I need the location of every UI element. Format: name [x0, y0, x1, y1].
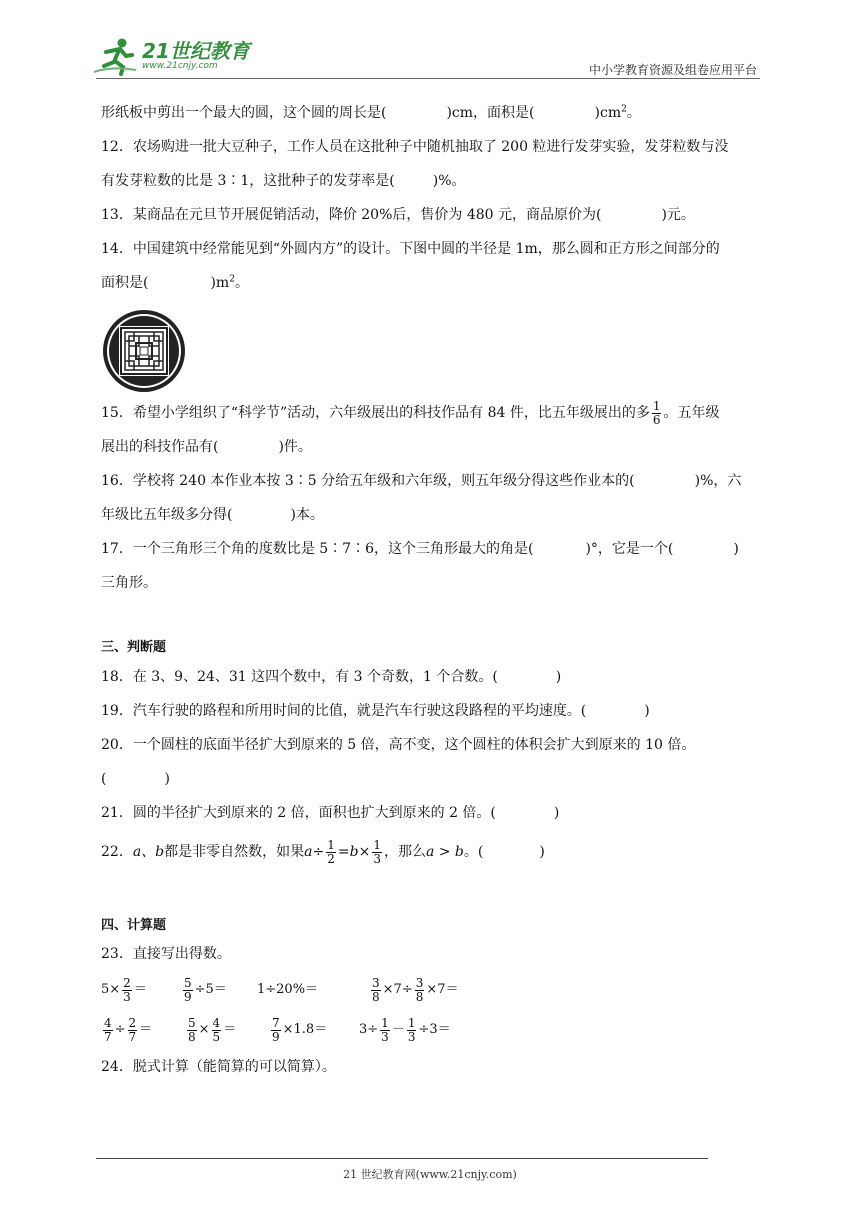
- calc-item: $\frac{5}{9}$ ÷5＝: [184, 975, 227, 1004]
- q22: 22．a、b都是非零自然数，如果a÷ $\frac{1}{2}$ =b× $\frac{1}{3}$ ，那么a > b。( ): [101, 837, 545, 866]
- outer-circle-inner-square-figure: [101, 308, 187, 394]
- fraction: $\frac{1}{2}$: [327, 837, 335, 866]
- q12-line1: 12．农场购进一批大豆种子，工作人员在这批种子中随机抽取了 200 粒进行发芽实验，发芽粒数与没: [101, 139, 729, 155]
- q14-line1: 14．中国建筑中经常能见到“外圆内方”的设计。下图中圆的半径是 1m，那么圆和正方形之间部分的: [101, 241, 720, 257]
- fraction: $\frac{1}{3}$: [373, 837, 381, 866]
- footer-divider: [96, 1158, 708, 1159]
- q14-line2: 面积是( )$m^2$。: [101, 274, 249, 291]
- q17-line2: 三角形。: [101, 575, 157, 591]
- q11-tail: 形纸板中剪出一个最大的圆，这个圆的周长是( )cm，面积是( )$cm^2$。: [101, 104, 641, 121]
- q16-line1: 16．学校将 240 本作业本按 3∶5 分给五年级和六年级，则五年级分得这些作业本的( )%，六: [101, 473, 742, 489]
- page-header: [0, 0, 860, 82]
- calc-row-2: [101, 1010, 761, 1050]
- section-heading-calculation: 四、计算题: [101, 918, 167, 933]
- q16-line2: 年级比五年级多分得( )本。: [101, 507, 324, 523]
- q24: 24．脱式计算（能简算的可以简算）。: [101, 1059, 336, 1075]
- runner-logo-icon: [92, 36, 138, 76]
- calc-item: $\frac{4}{7}$ ÷ $\frac{2}{7}$ ＝: [104, 1015, 153, 1044]
- calc-item: 5× $\frac{2}{3}$ ＝: [101, 975, 147, 1004]
- question-content: [101, 96, 761, 1084]
- calc-item: $\frac{3}{8}$ ×7÷ $\frac{3}{8}$ ×7＝: [372, 975, 459, 1004]
- logo-wordmark: 21世纪教育: [142, 38, 250, 63]
- header-divider: [96, 78, 760, 79]
- q18: 18．在 3、9、24、31 这四个数中，有 3 个奇数，1 个合数。( ): [101, 669, 562, 685]
- platform-name: 中小学教育资源及组卷应用平台: [588, 63, 757, 77]
- fraction: $\frac{1}{6}$: [652, 398, 661, 427]
- q17-line1: 17．一个三角形三个角的度数比是 5∶7∶6，这个三角形最大的角是( )°，它是一个( ): [101, 541, 739, 557]
- logo-url: www.21cnjy.com: [142, 60, 218, 71]
- q19: 19．汽车行驶的路程和所用时间的比值，就是汽车行驶这段路程的平均速度。( ): [101, 703, 650, 719]
- q14-figure: [101, 300, 761, 396]
- calc-item: $\frac{7}{9}$ ×1.8＝: [272, 1015, 328, 1044]
- calc-item: 3÷ $\frac{1}{3}$ － $\frac{1}{3}$ ÷3＝: [359, 1015, 451, 1044]
- section-heading-judgement: 三、判断题: [101, 640, 167, 655]
- site-logo: [92, 36, 250, 76]
- q15-line1: 15．希望小学组织了“科学节”活动，六年级展出的科技作品有 84 件，比五年级展出的多 $\frac{1}{6}$ 。五年级: [101, 398, 720, 427]
- q21: 21．圆的半径扩大到原来的 2 倍，面积也扩大到原来的 2 倍。( ): [101, 805, 560, 821]
- calc-item: $\frac{5}{8}$ × $\frac{4}{5}$ ＝: [188, 1015, 237, 1044]
- calc-row-1: [101, 970, 761, 1010]
- q20-line2: ( ): [101, 771, 170, 787]
- calc-item: 1÷20%＝: [257, 982, 319, 997]
- q23: 23．直接写出得数。: [101, 946, 231, 962]
- q12-line2: 有发芽粒数的比是 3∶1，这批种子的发芽率是( )%。: [101, 173, 466, 189]
- q20-line1: 20．一个圆柱的底面半径扩大到原来的 5 倍，高不变，这个圆柱的体积会扩大到原来的 10 倍。: [101, 737, 696, 753]
- q13: 13．某商品在元旦节开展促销活动，降价 20%后，售价为 480 元，商品原价为( )元。: [101, 207, 695, 223]
- page-footer: 21 世纪教育网(www.21cnjy.com): [343, 1168, 517, 1181]
- q15-line2: 展出的科技作品有( )件。: [101, 439, 312, 455]
